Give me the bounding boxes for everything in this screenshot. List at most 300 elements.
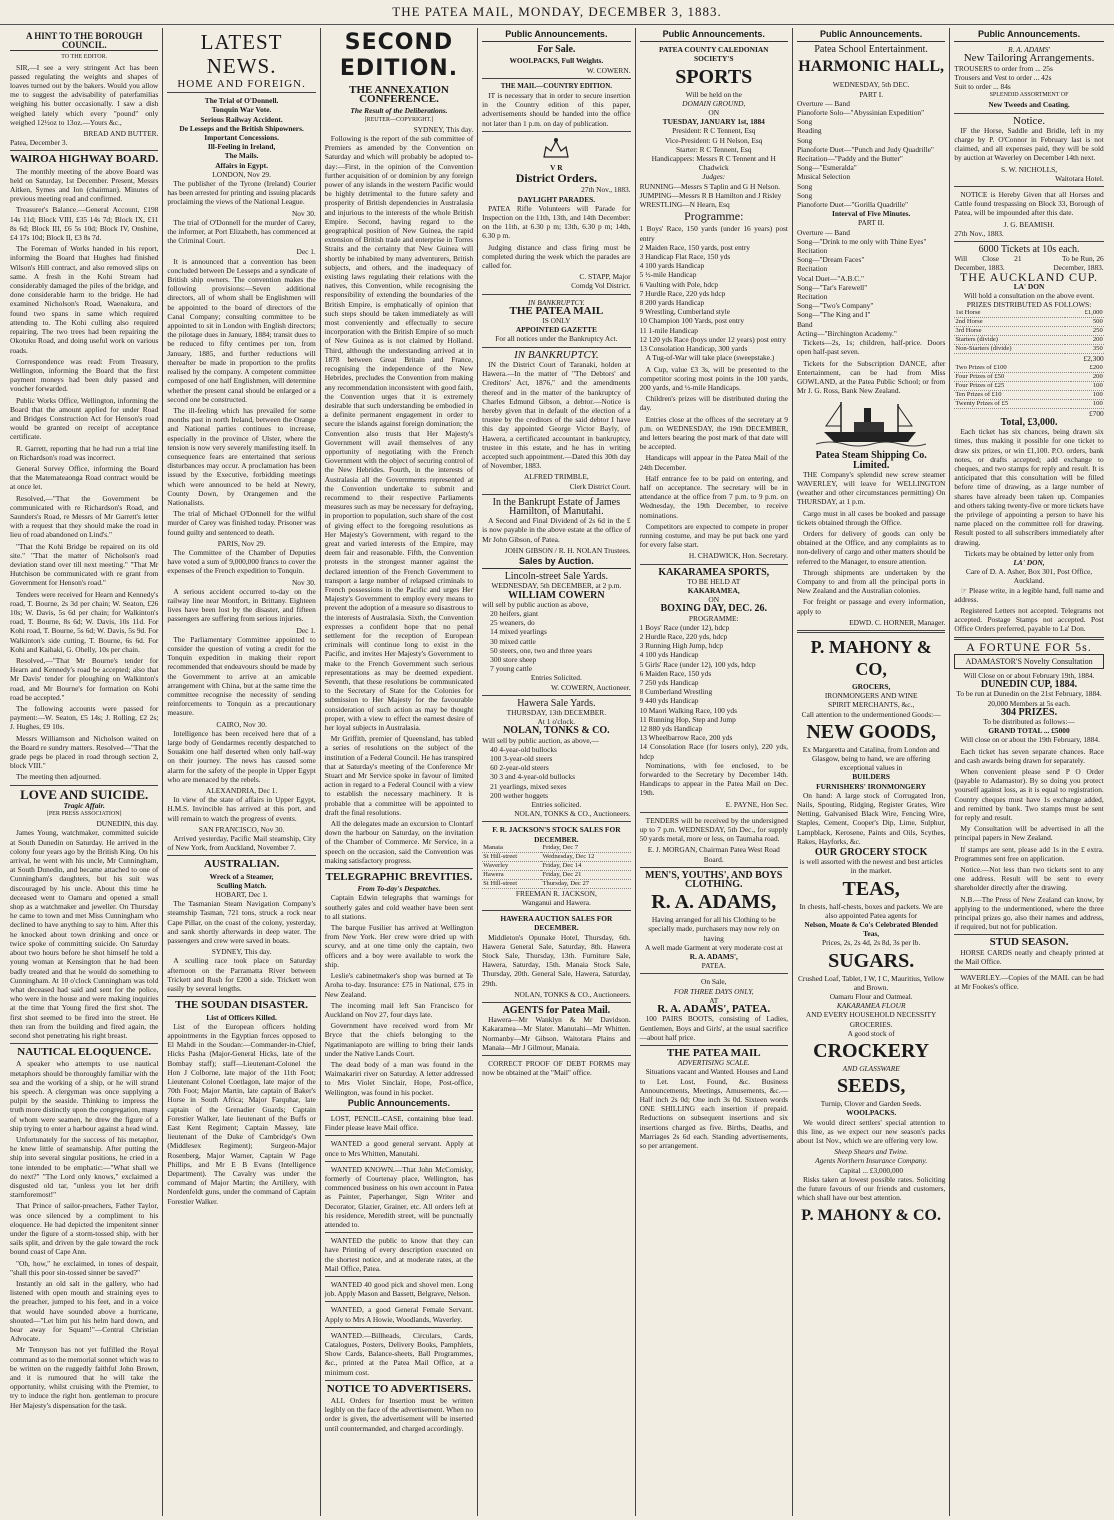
ad-signature: ALFRED TRIMBLE,: [523, 472, 589, 482]
ad-text: AT: [709, 995, 719, 1005]
table-cell: 200: [1065, 336, 1103, 345]
ad-text: IF the Horse, Saddle and Bridle, left in my charge by P. O'Connor in February last is not claimed, and all expenses paid, they will be sold by auction at Waverley on December 14th next.: [954, 125, 1104, 163]
article-paragraph: Captain Edwin telegraphs that warnings for southerly gales and cold weather have been sent to all stations.: [324, 893, 474, 921]
ad-signature: NOLAN, TONKS & CO., Auctioneers.: [514, 809, 631, 819]
list-item: 8 Cumberland Wrestling: [639, 687, 713, 697]
article-paragraph: A serious accident occurred to-day on the railway line near Montfort, in Brittany. Eighteen lives have been lost by the disaster, and fifteen passengers are suffering from serious injuries.: [167, 586, 316, 624]
ad-title: P. MAHONY & CO,: [810, 636, 932, 679]
article-paragraph: Resolved,—"That Mr Bourne's tender for Hearn and Kennedy's road be accepted; also that Mr Davis' tender for ploughing on Walkinton's road, and Mr Bourne's for formation on Kohi road be accepted.": [10, 656, 159, 702]
table-row: [482, 844, 630, 853]
ad-title: SUGARS.: [828, 949, 915, 972]
article-paragraph: Arrived yesterday, Pacific Mail steamship, City of New York, from Auckland, November 7.: [167, 834, 316, 853]
section-heading: Public Announcements.: [640, 30, 788, 42]
list-item: 6 Maiden Race, 150 yds: [639, 668, 712, 678]
article-paragraph: Public Works Office, Wellington, informing the Board that the amount applied for under Road and Bridges Construction Act for Henson's road would be granted on receipt of acceptance certificate.: [10, 395, 159, 442]
article-subheading: The Result of the Deliberations.: [350, 106, 448, 116]
ad-text: When convenient please send P O Order (payable to Adamastor). By so doing you protect yourself against loss, as it is equal to registration. Country cheques must have 1s exchange added, and remitted by bank. Two stamps must be sent for reply and result.: [954, 767, 1104, 823]
list-item: 7 Hurdle Race, 220 yds hdcp: [639, 288, 726, 298]
prize-table: [954, 364, 1103, 409]
ad-title: SEEDS,: [836, 1075, 906, 1098]
article-paragraph: The Committee of the Chamber of Deputies have voted a sum of 9,000,000 francs to cover the expenses of the French expedition to Tonquin.: [167, 547, 316, 576]
dateline: PARIS, Nov 29.: [217, 538, 266, 548]
ad-text: In chests, half-chests, boxes and packets. We are also appointed Patea agents for: [799, 901, 943, 920]
headline: Affairs in Egypt.: [215, 160, 268, 170]
article-dateline: DUNEDIN, this day.: [96, 819, 159, 829]
steamship-icon: [797, 398, 945, 448]
ad-text: APPOINTED GAZETTE: [515, 325, 597, 335]
article-heading: WAIROA HIGHWAY BOARD.: [10, 153, 159, 166]
royal-crest-icon: [482, 135, 630, 163]
list-item: 6 Vaulting with Pole, hdcp: [639, 279, 719, 289]
ad-text: New Tweeds and Coating.: [988, 100, 1070, 110]
column-1: [6, 28, 163, 1516]
list-item: 3 Running High Jump, hdcp: [639, 641, 724, 651]
ad-text: Having arranged for all his Clothing to be specially made, purchasers may now rely on having: [648, 915, 780, 943]
list-item: Overture — Band: [796, 98, 850, 108]
article-heading: AUSTRALIAN.: [203, 858, 280, 871]
ad-text: A Cup, value £3 3s, will be presented to the competitor scoring most points in the 100 yards, 200 yards, and ½-mile Handicaps.: [639, 364, 788, 392]
headline: Wreck of a Steamer,: [209, 871, 274, 881]
ad-text: WRESTLING—N Hearn, Esq: [639, 200, 730, 210]
article-paragraph: The incoming mail left San Francisco for Auckland on Nov 27, four days late.: [324, 1000, 474, 1019]
ad-title: District Orders.: [515, 171, 598, 186]
ad-title: STUD SEASON.: [989, 936, 1069, 949]
ad-text: To be run at Dunedin on the 21st February, 1884.: [956, 689, 1102, 699]
ad-title: NEW GOODS,: [806, 720, 936, 743]
list-item: 1 Boys' Race, 150 yards (under 16 years) post entry: [639, 224, 788, 243]
ad-title: HAWERA AUCTION SALES FOR DECEMBER.: [500, 914, 613, 933]
ad-title: R. A. ADAMS': [1008, 45, 1051, 55]
grand-total: GRAND TOTAL ... £5000: [988, 726, 1070, 736]
list-item: Song—"Two's Company": [796, 301, 874, 311]
ad-date: 27th Nov., 1883.: [581, 185, 631, 195]
section-heading: Public Announcements.: [325, 1099, 473, 1111]
ad-title: Programme:: [684, 209, 744, 224]
table-cell: 3rd Horse: [954, 327, 1065, 336]
article-paragraph: The Tasmanian Steam Navigation Company's steamship Tasman, 721 tons, struck a rock near Cape Pillar, on the coast of the colony, yesterday, and sank shortly afterwards in deep water. The passengers and crew were saved in boats.: [167, 899, 316, 946]
ad-text: My Consultation will be advertised in all the principal papers in New Zealand.: [954, 824, 1104, 843]
article-paragraph: "Oh, how," he exclaimed, in tones of despair, "shall this poor sin-tossed sinner be saved?": [10, 1258, 159, 1277]
letter-date: Patea, December 3.: [10, 138, 68, 148]
ad-text: Ex Margaretta and Catalina, from London and Glasgow, being to hand, we are offering exceptional values in: [802, 744, 940, 773]
table-cell: Manaia: [482, 844, 541, 853]
masthead: THE PATEA MAIL, MONDAY, DECEMBER 3, 1883.: [0, 0, 1114, 25]
ad-text: Registered Letters not accepted. Telegrams not accepted. Postage Stamps not accepted. Post Office Orders preferred, payable to La' Don.: [954, 605, 1104, 634]
classified-ad: LOST, PENCIL-CASE, containing blue lead. Finder please leave Mail office.: [324, 1113, 474, 1133]
article-paragraph: The Foreman of Works handed in his report, informing the Board that Hughes had finished Wilson's Hill contract, and also removed slips on same. A fresh in the Kohi Stream had considerably damaged the piles of the bridge, and done considerable harm to the bridge. He had examined Nicholson's Road, Waenakura, and found two spans in same which required attending to. The Kohi culling also required repairing. The two trees had been repairing the Okotuku Road, and doing useful work on various roads.: [10, 244, 159, 355]
list-item: 12 120 yds Race (boys under 12 years) post entry: [639, 334, 786, 344]
list-item: 5 Girls' Race (under 12), 100 yds, hdcp: [639, 659, 756, 669]
ad-text: ADVERTISING SCALE.: [677, 1058, 750, 1068]
table-cell: Four Prizes of £25: [954, 381, 1071, 390]
list-item: Recitation: [796, 264, 828, 274]
table-cell: Four Prizes of £50: [954, 372, 1071, 381]
table-cell: Hawera: [482, 870, 541, 879]
ad-text: To be distributed as follows:—: [983, 716, 1075, 726]
list-item: 21 yearlings, mixed sexes: [490, 781, 567, 791]
ad-text: Will sell by public auction, as above,—: [482, 735, 599, 745]
ad-text: Vice-President: G H Nelson, Esq: [665, 135, 763, 145]
ad-text: Judging distance and class firing must be completed during the week which the parades are called for.: [482, 242, 631, 271]
ad-text: 100 PAIRS BOOTS, consisting of Ladies, Gentlemen, Boys and Girls', at the usual sacrifice—about half price.: [639, 1014, 788, 1042]
classified-ad: WANTED a good general servant. Apply at once to Mrs Whitten, Manutahi.: [324, 1139, 474, 1158]
ad-title: In the Bankrupt Estate of James Hamilton, of Manutahi.: [492, 496, 621, 517]
list-item: 2 Maiden Race, 150 yards, post entry: [639, 242, 750, 252]
article-paragraph: Correspondence was read: From Treasury, Wellington, informing the Board that the first payment moneys had been duly passed and voucher forwarded.: [10, 356, 159, 394]
ad-text: On hand: A large stock of Corrugated Iron, Nails, Spouting, Ridging, Register Grates, Wire Netting, Galvanised Black Wire, Fencing Wire, Staples, Cement, Cooper's Dip, Lime, Sulphur, Lampblack, Kerosene, Paints and Oils, Scythes, Rakes, Hayforks, &c.: [796, 790, 946, 846]
ad-text: PRIZES DISTRIBUTED AS FOLLOWS:: [966, 300, 1092, 310]
events-list: [640, 623, 788, 761]
list-item: Song: [796, 135, 813, 145]
table-cell: 100: [1071, 390, 1103, 399]
list-item: Band: [796, 319, 813, 329]
list-item: 7 young cattle: [490, 664, 533, 674]
article-paragraph: Mr Griffith, premier of Queensland, has tabled a series of resolutions on the subject of the institution of a Federal Council. He has transpired that at Saturday's meeting of the Conference Mr Stuart and Mr Service spoke in favour of limited action in regard to a Federal Council with a view to establish the necessary machinery. It is probable that a committee will be appointed to draft the final resolutions.: [324, 734, 474, 817]
ad-text: Will Close on or about February 19th, 1884.: [963, 670, 1095, 680]
list-item: Acting—"Birchington Academy.": [796, 328, 897, 338]
list-item: 300 store sheep: [490, 654, 537, 664]
article-heading: A HINT TO THE BOROUGH COUNCIL.: [10, 32, 158, 51]
letter-signature: BREAD AND BUTTER.: [83, 129, 159, 139]
ad-signature: Wanganui and Hawera.: [521, 898, 591, 908]
ad-title: Hawera Sale Yards.: [517, 697, 596, 709]
ad-title: CROCKERY: [813, 1040, 930, 1063]
table-cell: Friday, Dec 14: [541, 861, 630, 870]
ad-text: Through shipments are undertaken by the Company to and from all the principal ports in New Zealand and the Australian colonies.: [796, 567, 946, 596]
table-row: [954, 318, 1103, 327]
ad-text: RUNNING—Messrs S Taplin and G H Nelson.: [639, 181, 780, 191]
list-item: Reading: [796, 126, 822, 136]
ad-text: is well assorted with the newest and best articles in the market.: [799, 857, 943, 876]
ad-title: DUNEDIN CUP, 1884.: [980, 679, 1078, 691]
ad-text: President: R C Tennent, Esq: [672, 126, 756, 136]
article-paragraph: The publisher of the Tyrone (Ireland) Courier has been arrested for printing and issuing placards proclaiming the views of the National League.: [167, 179, 316, 207]
ad-text: IS ONLY: [542, 316, 571, 326]
ad-date: 27th Nov., 1883.: [954, 228, 1004, 238]
list-item: 10 Maori Walking Race, 100 yds: [639, 705, 737, 715]
table-cell: 1st Horse: [954, 309, 1065, 318]
article-paragraph: Tenders were received for Hearn and Kennedy's road, T. Bourne, 2s 3d per chain; W. Seaton, £26 10s; W. Davis, 5s 6d per chain; for Walkinton's road, T. Bourne, 8s 6d; W. Davis, 10s 11d. For Kohi road, T. Bourne, 5s 6d; W. Davis, 5s 9d. For Walkinton's side cutting, T. Bourne, 6s 6d. For Kohi and Kaihaki, G. Ohelly, 10s per chain.: [10, 589, 159, 654]
table-cell: Starters (divide): [954, 336, 1065, 345]
dateline: SYDNEY, This day.: [211, 947, 272, 957]
ad-text: HORSE CARDS neatly and cheaply printed at the Mail Office.: [954, 947, 1104, 966]
ad-title: DAYLIGHT PARADES.: [517, 194, 596, 204]
dateline: SAN FRANCISCO, Nov 30.: [198, 824, 285, 834]
ad-text: THURSDAY, 13th DECEMBER.: [506, 708, 607, 717]
ad-text: CORRECT PROOF OF DEBT FORMS may now be obtained at the "Mail" office.: [482, 1059, 631, 1078]
ad-text: Interval of Five Minutes.: [831, 209, 911, 219]
programme-list: [797, 99, 945, 209]
list-item: 4 100 yards Handicap: [639, 261, 705, 271]
table-cell: Wednesday, Dec 12: [541, 852, 630, 861]
dateline: ALEXANDRIA, Dec 1.: [205, 786, 278, 796]
article-paragraph: A speaker who attempts to use nautical metaphors should be thoroughly familiar with the sea and the working of a ship, or he will strand his speech. A clergyman was once supplying a pulpit by the seaside. Thinking to impress the truth more distinctly upon the congregation, many of whom were seamen, he drew the figure of a ship trying to enter a harbour against a head wind.: [10, 1059, 159, 1133]
ad-text: Turnip, Clover and Garden Seeds.: [820, 1099, 922, 1109]
article-subheading: Tragic Affair.: [63, 800, 105, 810]
list-item: 13 Consolation Handicap, 300 yards: [639, 344, 748, 354]
ad-text: KAKARAMEA,: [687, 585, 740, 595]
column-7: [950, 28, 1107, 1516]
table-cell: 100: [1071, 399, 1103, 408]
table-cell: 250: [1065, 327, 1103, 336]
newspaper-columns: [6, 28, 1108, 1516]
headline: List of Officers Killed.: [206, 1012, 277, 1022]
ad-title: F. R. JACKSON'S STOCK SALES FOR DECEMBER.: [492, 825, 621, 844]
ad-text: At 1 o'clock.: [537, 717, 576, 727]
prize-subtotal: £700: [1088, 408, 1104, 418]
ad-text: AND EVERY HOUSEHOLD NECESSITY GROCERIES.: [805, 1010, 937, 1029]
column-5: [636, 28, 793, 1516]
ad-text: SPLENDID ASSORTMENT OF: [989, 92, 1069, 99]
article-paragraph: The trial of O'Donnell for the murder of Carey, the informer, at Port Elizabeth, has commenced at the Criminal Court.: [167, 217, 316, 246]
ad-text: V R: [550, 163, 563, 173]
table-row: [482, 870, 630, 879]
prize-table: [954, 309, 1103, 354]
table-row: [482, 861, 630, 870]
table-cell: St Hill-street: [482, 852, 541, 861]
ad-signature: FREEMAN R. JACKSON,: [515, 888, 597, 898]
article-paragraph: The trial of Michael O'Donnell for the wilful murder of Carey was finished today. Prisoner was found guilty and sentenced to death.: [167, 509, 316, 537]
ad-text: IRONMONGERS AND WINE: [824, 691, 918, 701]
ad-signature: NOLAN, TONKS & CO., Auctioneers.: [514, 989, 631, 999]
headline: De Lesseps and the British Shipowners.: [179, 123, 304, 133]
ad-text: Sheep Shears and Twine.: [834, 1147, 909, 1157]
ad-text: 20,000 Members at 5s each.: [987, 698, 1071, 708]
table-cell: Friday, Dec 7: [541, 844, 630, 853]
headline: The Mails.: [224, 151, 259, 161]
article-paragraph: Instantly an old salt in the gallery, who had listened with open mouth and straining eyes to the preacher, jumped to his feet, and in a voice that would have sounded above a hurricane, shouted—"Let him put his helm hard down, and bear away for Squam!"—Central Christian Advocate.: [10, 1279, 159, 1344]
ad-text: WAVERLEY.—Copies of the MAIL can be had at Mr Fookes's office.: [954, 973, 1104, 992]
ad-text: Middleton's Opunake Hotel, Thursday, 6th. Hawera General Sale, Saturday, 8th. Hawera Stock Sale, Thursday, 13th. Furniture Sale, Hawera, Saturday, 15th. Manaia Stock Sale, Thursday, 20th. General Sale, Hawera, Saturday, 29th.: [482, 932, 631, 988]
article-paragraph: The monthly meeting of the above Board was held on Saturday, 1st December. Present, Messrs Aitken, Symes and Ion (chairman). Minutes of previous meeting read and confirmed.: [10, 166, 159, 204]
article-paragraph: James Young, watchmaker, committed suicide at South Dunedin on Saturday. He arrived in the colony four years ago by the British King. On his arrival, he went with his uncle, Mr Cunningham, at South Dunedin, and became attached to one of Cunningham's daughters, but his suit was discouraged by his uncle. About this time he deceased went to Oamaru and opened a small shop as a watchmaker and jeweller. On Thursday he came to town and met Miss Cunningham who declined to have anything to say to him. After this he knocked about town drinking and once or twice spoke of committing suicide. On Saturday about two hours before he shot himself he told a young woman at Kensington that he had been badly treated and that he would do something to Cunningham. At 10 o'clock Cunningham was told what deceased had said and sent for the police, who were in the house and were making inquiries at the time that Young fired the first shot. The first shot seemed to be fired into the street. He then ran from the building and fired again, the second shot penetrating his right breast.: [10, 828, 159, 1040]
ad-title: 6000 Tickets at 10s each.: [978, 244, 1080, 256]
list-item: Song: [796, 190, 813, 200]
list-item: Song—"Tar's Farewell": [796, 282, 868, 292]
ad-text: WOOLPACKS, Full Weights.: [509, 56, 604, 66]
ad-text: R. A. ADAMS',: [689, 952, 738, 962]
article-paragraph: Resolved,—"That the Government be communicated with re Richardson's Road, and Saunders's Road, re Messrs of Mr Garrett's letter with a request that they should make the road in lieu of road abandoned on Lind's.": [10, 493, 159, 540]
list-item: 12 880 yds Handicap: [639, 724, 703, 734]
programme-list: [797, 228, 945, 338]
section-title: LATEST NEWS.: [200, 30, 283, 78]
section-heading: Public Announcements.: [482, 30, 630, 42]
article-paragraph: In view of the state of affairs in Upper Egypt, H.M.S. Invincible has arrived at this port, and will remain to watch the progress of events.: [167, 795, 316, 823]
close-date: Will Close 21 December, 1883.: [954, 254, 1022, 273]
ad-signature: W. COWERN, Auctioneer.: [550, 682, 631, 692]
table-cell: 2nd Horse: [954, 318, 1065, 327]
list-item: Vocal Duet—"A.B.C.": [796, 273, 865, 283]
section-heading: Public Announcements.: [954, 30, 1103, 42]
ad-title: NOLAN, TONKS & CO.: [503, 725, 610, 737]
ad-text: On Sale,: [701, 977, 727, 987]
ad-text: AND GLASSWARE: [842, 1064, 900, 1074]
ad-text: Hawera—Mr Wanklyn & Mr Davidson. Kakaramea—Mr Slater. Manutahi—Mr Whitten. Normanby—Mr Gibson. Waitotara Plains and Manaia—Mr J Gilmour, Manaia.: [482, 1015, 631, 1052]
article-paragraph: A sculling race took place on Saturday afternoon on the Parramatta River between Trickett and Rush for £200 a side. Trickett won easily by several lengths.: [167, 956, 316, 994]
dateline: Dec 1.: [296, 247, 316, 257]
classified-ad: WANTED the public to know that they can have Printing of every description executed on the shortest notice, and at moderate rates, at the Mail Office, Patea.: [324, 1236, 474, 1273]
ad-title: OUR GROCERY STOCK: [814, 847, 928, 859]
ad-text: Agents Northern Insurance Company.: [815, 1156, 928, 1166]
ad-title: IN BANKRUPTCY.: [527, 297, 585, 307]
ad-text: Oamaru Flour and Oatmeal.: [829, 992, 913, 1002]
headline: The Trial of O'Donnell.: [204, 96, 279, 106]
dateline: Nov 30.: [291, 208, 316, 218]
ad-text: Orders for delivery of goods can only be obtained at the Office, and any complaints as to non-delivery of cargo and other matters should be referred to the Manager, to ensure attention.: [796, 528, 946, 566]
ad-text: Entries Solicited.: [530, 673, 582, 683]
list-item: 11 1-mile Handicap: [639, 325, 698, 335]
ad-text: Half entrance fee to be paid on entering, and half on acceptance. The secretary will be in attendance at the office from 7 p.m. to 9 p.m. on Wednesday, the 19th December, to receive nominations.: [639, 473, 788, 520]
section-heading: Public Announcements.: [797, 30, 945, 42]
ad-text: Suit to order ... 84s: [954, 82, 1011, 92]
ad-text: PART I.: [859, 89, 884, 99]
letter-text: SIR,—I see a very stringent Act has been passed regulating the weights and shapes of loaves turned out by the bakers. Would you allow me to suggest the advisability of paterfamilias weighing his butter occasionally. I saw a dish weighed lately which every "pound" only weighed 12½oz to 13oz.—Yours &c.,: [10, 62, 159, 127]
dateline: SYDNEY, This day.: [413, 124, 474, 134]
ad-text: Tickets may be obtained by letter only from: [964, 548, 1094, 558]
headline: Important Concessions.: [204, 133, 279, 143]
table-row: [954, 372, 1103, 381]
classified-ad: WANTED 40 good pick and shovel men. Long job. Apply Mason and Bassett, Belgrave, Nelson.: [324, 1279, 474, 1299]
article-paragraph: General Survey Office, informing the Board that the Matemateaonga Road contract would be at once let.: [10, 463, 159, 492]
events-list: [640, 224, 788, 353]
headline: Ill-Feeling in Ireland,: [207, 142, 276, 152]
ad-text: Starter: R C Tennent, Esq: [676, 144, 752, 154]
ad-title: Lincoln-street Sale Yards.: [504, 571, 609, 583]
ad-text: ON: [708, 595, 720, 605]
ad-text: LA' DON,: [1013, 557, 1045, 567]
ad-text: Entries solicited.: [531, 800, 582, 810]
article-paragraph: Leslie's cabinetmaker's shop was burned at Te Aroha to-day. Insurance: £75 in National, £75 in New Zealand.: [324, 971, 474, 999]
list-item: Song—"Dream Faces": [796, 255, 865, 265]
ad-text: Trousers and Vest to order ... 42s: [954, 72, 1052, 82]
ad-text: A well made Garment at very moderate cost at: [645, 942, 783, 952]
ad-text: TO BE HELD AT: [687, 576, 741, 586]
pointing-hand-icon: ☞: [960, 585, 967, 595]
ad-text: PART II.: [858, 218, 885, 228]
table-cell: 500: [1065, 318, 1103, 327]
ad-text: Nominations, with fee enclosed, to be forwarded to the Secretary by December 14th. Handicaps to appear in the Patea Mail on Dec. 19th.: [639, 760, 788, 798]
ad-signature: S. W. NICHOLLS,: [1001, 164, 1058, 174]
ad-text: GROCERS,: [851, 681, 891, 691]
ad-text: PATEA Rifle Volunteers will Parade for Inspection on the 11th, 13th, and 14th December: on the 11th, at 6.30 p m; 13th, 6.30 p m; 14th, 6.30 p m.: [482, 203, 631, 241]
ad-title: TEAS,: [842, 877, 900, 900]
section-subtitle: HOME AND FOREIGN.: [177, 78, 306, 90]
ad-title: THE PATEA MAIL: [509, 304, 604, 317]
classified-ad: WANTED, a good General Female Servant. Apply to Mrs A Howie, Woodlands, Waverley.: [324, 1305, 474, 1324]
ad-signature: J. G. BEAMISH.: [1003, 219, 1055, 229]
list-item: Song: [796, 181, 813, 191]
ad-title: 304 PRIZES.: [1000, 706, 1058, 718]
article-paragraph: The following accounts were passed for payment:—W. Seaton, £5 14s; J. Rolling, £2 2s; J. Hughes, £9 10s.: [10, 704, 159, 732]
ad-signature: Waitotara Hotel.: [1055, 173, 1104, 183]
stock-list: [482, 745, 630, 800]
article-paragraph: Treasurer's Balance.—General Account, £198 14s 11d; Block VIII, £35 14s 7d; Block IX, £11 8s 6d; Block III, £6 5s 10d; Block IV, Onshine, £4 17s 10d; Block II, £3 8s 7d.: [10, 205, 159, 243]
table-cell: Thursday, Dec 27: [541, 879, 630, 888]
ad-text: Entries close at the offices of the secretary at 9 p.m. on WEDNESDAY, the 19th DECEMBER, and letters bearing the post mark of that date will be accepted.: [639, 414, 788, 452]
article-paragraph: The dead body of a man was found in the Waimakariri river on Saturday. A letter addressed to Mrs Violet Sinclair, Hope, Post-office, Wellington, was found in his pocket.: [324, 1059, 474, 1097]
ad-title: WOOLPACKS.: [846, 1108, 897, 1118]
dateline: CAIRO, Nov 30.: [216, 719, 267, 729]
ad-text: ON: [708, 108, 720, 118]
ad-text: IN the District Court of Taranaki, holden at Hawera.—In the matter of "The Debtors' and Creditors' Act, 1876," and the amendments thereof and in the matter of the bankruptcy of Charles Edmund Gibson, a debtor.—Notice is hereby given that in default of the election of a trustee by the creditors of the said debtor I have this day appointed George Victor Bayly, of Hawera, a certificated accountant in bankruptcy, trustee in this estate, and he has in writing accepted such appointment.—Dated this 30th day of November, 1883.: [482, 359, 631, 471]
article-paragraph: The meeting then adjourned.: [16, 772, 101, 782]
article-paragraph: Government have received word from Mr Bryce that the chiefs belonging to the Ngatimaniapoto are willing to bring their lands under the Native Lands Court.: [324, 1021, 474, 1058]
list-item: 30 3 and 4-year-old bullocks: [490, 772, 575, 782]
list-item: Pianoforte Duet—"Gorilla Quadrille": [796, 200, 909, 210]
ad-text: BUILDERS: [852, 772, 891, 782]
list-item: 4 100 yds Handicap: [639, 650, 699, 660]
column-4: [478, 28, 635, 1516]
dateline: LONDON, Nov 29.: [212, 169, 271, 179]
table-row: [954, 399, 1103, 408]
section-heading: Sales by Auction.: [482, 557, 630, 569]
column-2: [163, 28, 320, 1516]
ad-title: THE AUCKLAND CUP.: [960, 269, 1099, 284]
list-item: 30 mixed cattle: [490, 636, 536, 646]
ad-text: Please write, in a legible hand, full name and address.: [954, 585, 1104, 604]
ad-text: Tickets for the Subscription DANCE, after Entertainment, can be had from Miss GOWLAND, at the Patea Public School; or from Mr J. G. Ross, Bank New Zealand.: [796, 358, 946, 396]
list-item: 14 mixed yearlings: [490, 627, 547, 637]
headline: Tonquin War Vote.: [211, 105, 272, 115]
article-subheading: TO THE EDITOR.: [61, 54, 108, 61]
article-paragraph: List of the European officers holding appointments in the Egyptian forces opposed to El Mahdi in the Soudan:—Commander-in-Chief, Hicks Pasha (Major-General Hicks, late of the Bombay staff); staff—Lieutenant-Colonel the Hon J Colborne, late major of the 11th Foot; Lieutenant Colonel Coetlagon, late major of the 70th Foot; Major Martin, late captain of Baker's Horse in South Africa; Major Farquhar, late captain of the Grenadier Guards; Captain Forestier Walker, late lieutenant of the Buffs or East Kent Regiment; Captain Massey, late lieutenant of the Duke of Cambridge's Own (Middlesex Regiment); Surgeon-Major Rosenberg, Major Warner, Captain W Page Phillips, and Mr E B Evans (Intelligence Department). The Cavalry was under the command of Major Martin; the Artillery, with Nordenfeldt guns, under the command of Captain Forestier Walker.: [167, 1021, 316, 1206]
article-heading: NAUTICAL ELOQUENCE.: [17, 1046, 152, 1059]
ad-text: WEDNESDAY, 5th DEC.: [832, 80, 910, 90]
article-heading: LOVE AND SUICIDE.: [20, 786, 149, 802]
table-row: [954, 390, 1103, 399]
ad-title: Notice.: [1013, 114, 1046, 127]
ad-text: A good stock of: [847, 1028, 895, 1038]
ad-text: For all notices under the Bankruptcy Act.: [495, 334, 618, 344]
article-paragraph: Unfortunately for the success of his metaphor, he knew little of seamanship. After putting the ship into several singular positions, he cried in a tone intended to be emphatic:—"What shall we do next?" "The Lord only knows," exclaimed a disgusted old tar, "unless you let her drift starnforemost!": [10, 1134, 159, 1200]
table-cell: £1,000: [1065, 309, 1103, 318]
ad-text: Competitors are expected to compete in proper running costume, and may be put back one yard for every false start.: [639, 521, 788, 550]
list-item: 9 Wrestling, Cumberland style: [639, 307, 730, 317]
ad-text: For freight or passage and every information, apply to: [796, 597, 946, 616]
stock-list: [482, 609, 630, 673]
ad-text: N.B.—The Press of New Zealand can know, by applying to the undermentioned, where the three principal prizes go, also their names and address, if required, but not for publication.: [954, 894, 1104, 932]
ad-text: Each ticket has six chances, being drawn six times, thus making it possible for one ticket to draw six prizes, or win £1,100. P.O. orders, bank notes, or drafts accepted; add exchange to cheques, and two stamps for reply and result. It is anticipated that this consultation will be filled before time of drawing, as a large number of shares have already been taken up. Companies and others taking twenty-five or more tickets have the privilege of appointing a person to have his name placed on the committee roll for drawing. Result posted to all subscribers immediately after drawing.: [954, 427, 1104, 547]
ad-title: HARMONIC HALL,: [798, 58, 945, 76]
ad-title: New Tailoring Arrangements.: [963, 52, 1095, 65]
list-item: 50 steers, one, two and three years: [490, 645, 592, 655]
list-item: Recitation: [796, 246, 828, 256]
table-row: [954, 327, 1103, 336]
ad-text: TROUSERS to order from ... 25s: [954, 63, 1053, 73]
article-paragraph: The barque Fusilier has arrived at Wellington from New York. Her crew were dried up with scurvy, and at one time only the captain, two officers and a boy were available to work the ship.: [324, 923, 474, 969]
list-item: 2 Hurdle Race, 220 yds, hdcp: [639, 631, 728, 641]
article-heading: TELEGRAPHIC BREVITIES.: [325, 871, 473, 884]
table-cell: Non-Starters (divide): [954, 345, 1065, 354]
ad-text: Each ticket has seven separate chances. Race and cash awards being drawn for separately.: [954, 746, 1104, 765]
ad-signature: E. PAYNE, Hon Sec.: [725, 799, 788, 809]
list-item: Pianoforte Solo—"Abyssinian Expedition": [796, 108, 925, 118]
ad-text: LA' DON: [1013, 281, 1045, 291]
table-cell: St Hill-street: [482, 879, 541, 888]
ad-title: PATEA COUNTY CALEDONIAN SOCIETY'S: [659, 45, 769, 64]
ad-text: Children's prizes will be distributed during the day.: [639, 394, 788, 413]
classified-ad: ALL Orders for Insertion must be written legibly on the face of the advertisement. When no order is given, the advertisement will be inserted until countermanded, and charged accordingly.: [324, 1396, 474, 1433]
ad-text: Call attention to the undermentioned Goods:—: [801, 709, 941, 719]
table-cell: Friday, Dec 21: [541, 870, 630, 879]
table-row: [482, 879, 630, 888]
table-cell: £200: [1071, 364, 1103, 373]
ad-text: Notice.—Not less than two tickets sent to any one address. Result will be sent to every shareholder directly after the drawing.: [954, 865, 1104, 893]
list-item: 3 Handicap Flat Race, 150 yds: [639, 252, 731, 262]
ad-text: FOR THREE DAYS ONLY,: [673, 986, 754, 996]
table-row: [954, 336, 1103, 345]
article-source: [REUTER—COPYRIGHT.]: [364, 116, 434, 123]
